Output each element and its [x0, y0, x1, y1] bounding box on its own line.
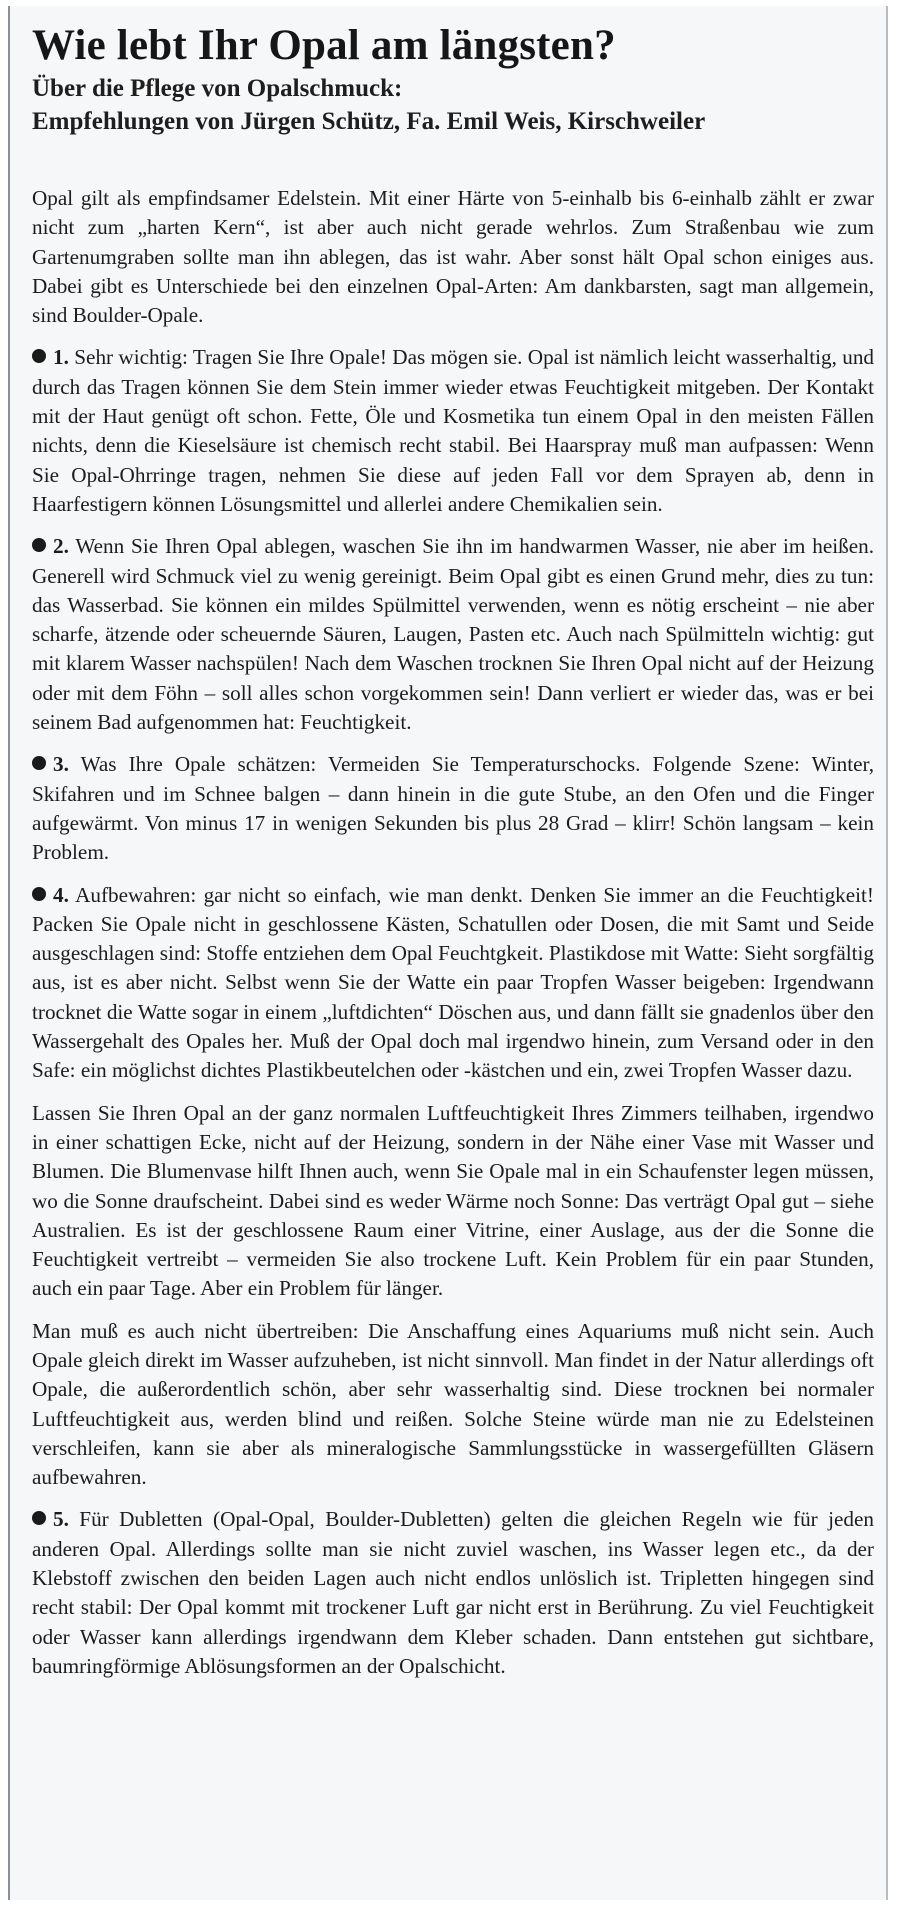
article-subtitle-1: Über die Pflege von Opalschmuck:: [32, 75, 403, 102]
care-point-2: [32, 532, 874, 737]
point-text: Was Ihre Opale schätzen: Vermeiden Sie Temperaturschocks. Folgende Szene: Winter, Skifahren und im Schnee balgen – dann hinein in die gute Stube, an den Ofen und die Finger aufgewärmt. Von minus 17 in wenigen Sekunden bis plus 28 Grad – klirr! Schön langsam – kein Problem.: [32, 752, 874, 865]
care-point-3: [32, 750, 874, 867]
point-number: 2.: [53, 534, 69, 559]
bullet-icon: [32, 1511, 46, 1525]
care-point-5: [32, 1505, 874, 1681]
point-text: Sehr wichtig: Tragen Sie Ihre Opale! Das mögen sie. Opal ist nämlich leicht wasserhaltig, und durch das Tragen können Sie dem Stein immer wieder etwas Feuchtigkeit mitgeben. Der Kontakt mit der Haut genügt oft schon. Fette, Öle und Kosmetika tun einem Opal in den meisten Fällen nichts, denn die Kieselsäure ist chemisch recht stabil. Bei Haarspray muß man aufpassen: Wenn Sie Opal-Ohrringe tragen, nehmen Sie diese auf jeden Fall vor dem Sprayen ab, denn in Haarfestigern können Lösungsmittel und allerlei andere Chemikalien sein.: [32, 345, 875, 516]
bullet-icon: [32, 887, 46, 901]
article-subtitle-2: Empfehlungen von Jürgen Schütz, Fa. Emil Weis, Kirschweiler: [32, 108, 706, 135]
care-point-4: [32, 881, 874, 1086]
care-point-1: [32, 343, 874, 519]
point-text: Aufbewahren: gar nicht so einfach, wie man denkt. Denken Sie immer an die Feuchtigkeit! Packen Sie Opale nicht in geschlossene Kästen, Schatullen oder Dosen, die mit Samt und Seide ausgeschlagen sind: Stoffe entziehen dem Opal Feuchtgkeit. Plastikdose mit Watte: Sieht sorgfältig aus, ist es aber nicht. Selbst wenn Sie der Watte ein paar Tropfen Wasser beigeben: Irgendwann trocknet die Watte sogar in einem „luftdichten“ Döschen aus, und dann fällt sie gnadenlos über den Wassergehalt des Opales her. Muß der Opal doch mal irgendwo hinein, zum Versand oder in den Safe: ein möglichst dichtes Plastikbeutelchen oder -kästchen und ein, zwei Tropfen Wasser dazu.: [32, 882, 874, 1083]
point-number: 3.: [53, 752, 69, 777]
intro-paragraph: Opal gilt als empfindsamer Edelstein. Mit einer Härte von 5-einhalb bis 6-einhalb zählt er zwar nicht zum „harten Kern“, ist aber auch nicht gerade wehrlos. Zum Straßenbau wie zum Gartenumgraben sollte man ihn ablegen, das ist wahr. Aber sonst hält Opal schon einiges aus. Dabei gibt es Unterschiede bei den einzelnen Opal-Arten: Am dankbarsten, sagt man allgemein, sind Boulder-Opale.: [32, 186, 874, 328]
article-header: [32, 20, 872, 138]
bullet-icon: [32, 538, 46, 552]
point-number: 5.: [53, 1507, 69, 1532]
point-number: 4.: [53, 882, 69, 907]
document-page: [8, 6, 888, 1900]
point-text: Für Dubletten (Opal-Opal, Boulder-Dubletten) gelten die gleichen Regeln wie für jeden anderen Opal. Allerdings sollte man sie nicht zuviel waschen, ins Wasser legen etc., da der Klebstoff zwischen den beiden Lagen auch nicht endlos unlöslich ist. Tripletten hingegen sind recht stabil: Der Opal kommt mit trockener Luft gar nicht erst in Berührung. Zu viel Feuchtigkeit oder Wasser kann allerdings irgendwann dem Kleber schaden. Dann entstehen gut sichtbare, baumringförmige Ablösungsformen an der Opalschicht.: [32, 1507, 875, 1678]
exaggerate-paragraph: Man muß es auch nicht übertreiben: Die Anschaffung eines Aquariums muß nicht sein. Auch Opale gleich direkt im Wasser aufzuheben, ist nicht sinnvoll. Man findet in der Natur allerdings oft Opale, die außerordentlich schön, aber sehr wasserhaltig sind. Diese trocknen bei normaler Luftfeuchtigkeit aus, werden blind und reißen. Solche Steine würde man nie zu Edelsteinen verschleifen, kann sie aber als mineralogische Sammlungsstücke in wassergefüllten Gläsern aufbewahren.: [32, 1318, 874, 1490]
bullet-icon: [32, 349, 46, 363]
point-text: Wenn Sie Ihren Opal ablegen, waschen Sie ihn im handwarmen Wasser, nie aber im heißen. Generell wird Schmuck viel zu wenig gereinigt. Beim Opal gibt es einen Grund mehr, dies zu tun: das Wasserbad. Sie können ein mildes Spülmittel verwenden, wenn es nötig erscheint – nie aber scharfe, ätzende oder scheuernde Säuren, Laugen, Pasten etc. Auch nach Spülmitteln wichtig: gut mit klarem Wasser nachspülen! Nach dem Waschen trocknen Sie Ihren Opal nicht auf der Heizung oder mit dem Föhn – soll alles schon vorgekommen sein! Dann verliert er wieder das, was er bei seinem Bad aufgenommen hat: Feuchtigkeit.: [32, 534, 874, 735]
article-body: [32, 184, 874, 1694]
article-title: Wie lebt Ihr Opal am längsten?: [32, 22, 616, 69]
point-number: 1.: [53, 345, 69, 370]
bullet-icon: [32, 756, 46, 770]
humidity-paragraph: Lassen Sie Ihren Opal an der ganz normalen Luftfeuchtigkeit Ihres Zimmers teilhaben, irgendwo in einer schattigen Ecke, nicht auf der Heizung, sondern in der Nähe einer Vase mit Wasser und Blumen. Die Blumenvase hilft Ihnen auch, wenn Sie Opale mal in ein Schaufenster legen müssen, wo die Sonne draufscheint. Dabei sind es weder Wärme noch Sonne: Das verträgt Opal gut – siehe Australien. Es ist der geschlossene Raum einer Vitrine, einer Auslage, aus der die Sonne die Feuchtigkeit vertreibt – vermeiden Sie also trockene Luft. Kein Problem für ein paar Stunden, auch ein paar Tage. Aber ein Problem für länger.: [32, 1100, 874, 1301]
